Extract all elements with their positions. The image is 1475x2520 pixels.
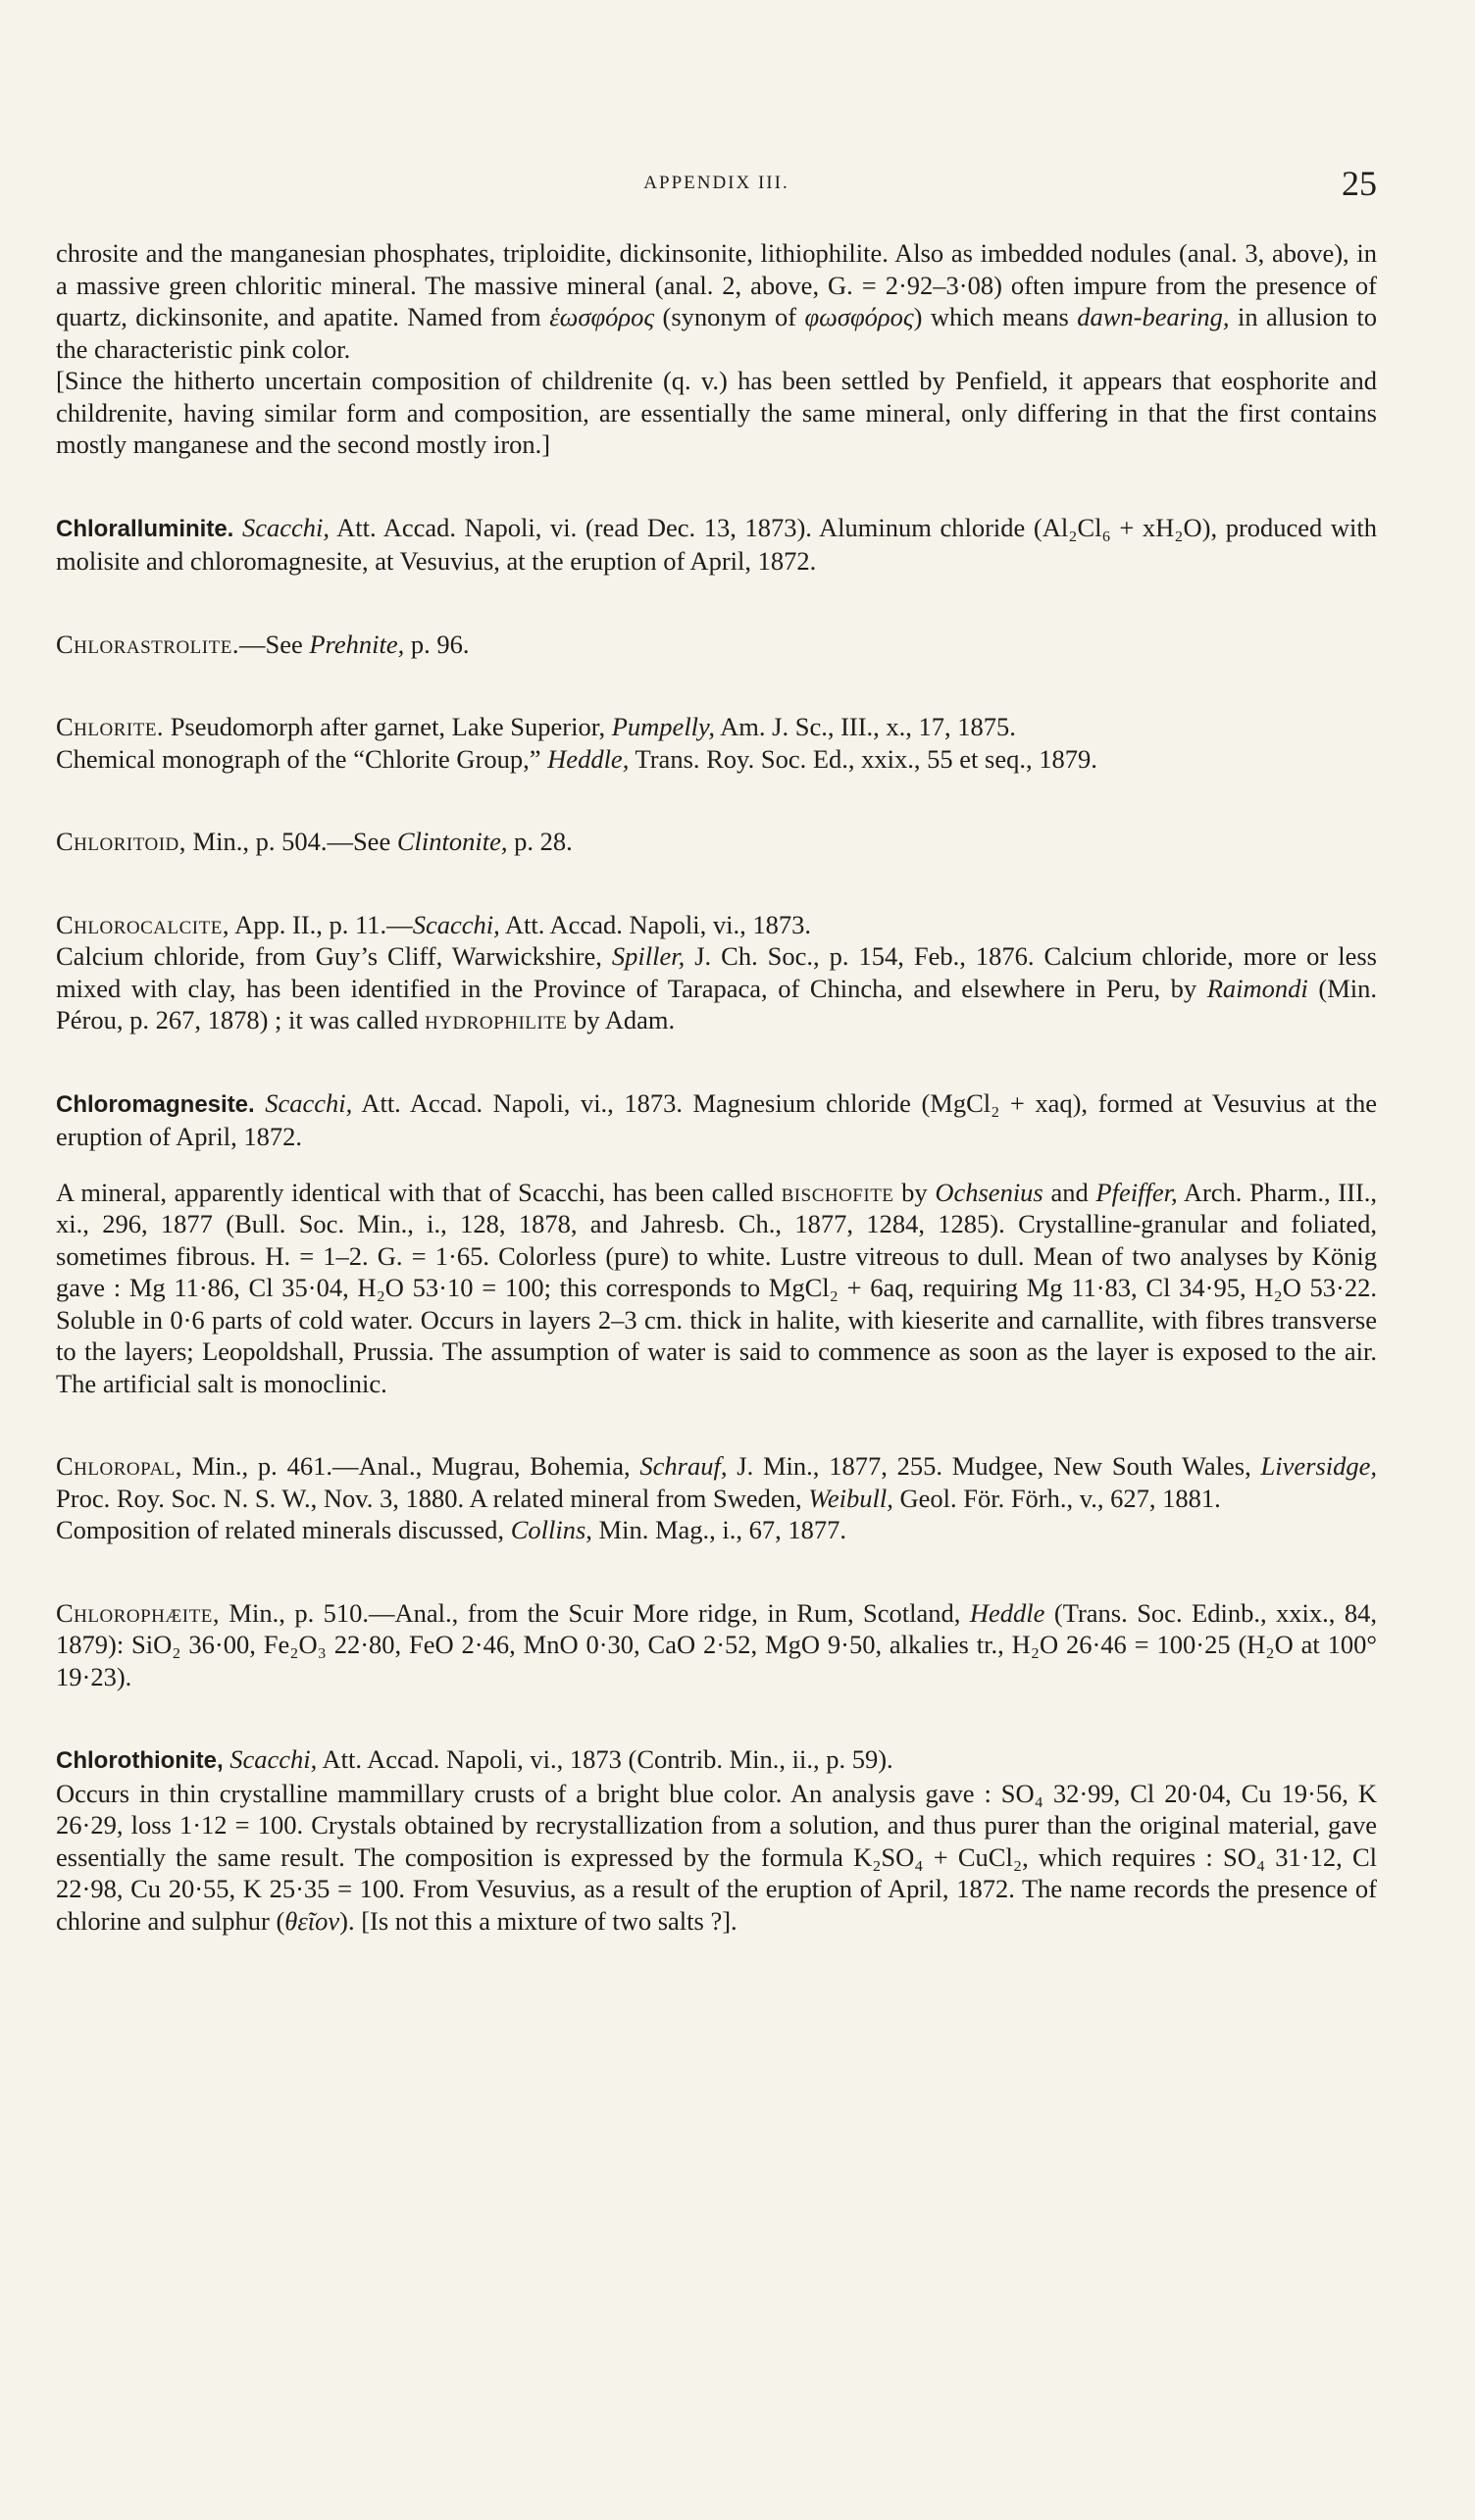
text-segment: in allusion to the characteristic pink color. [56, 302, 1378, 364]
paragraph-chlorothionite2 [56, 1778, 1377, 1938]
entry-chloritoid [56, 826, 1377, 858]
text-segment: Chlorastrolite. [56, 629, 239, 659]
text-segment: hydrophilite [425, 1005, 568, 1034]
text-segment: Min., p. 504.—See [185, 827, 397, 856]
entry-chloromagnesite [56, 1087, 1377, 1153]
text-segment: Collins, [510, 1515, 592, 1544]
body-text [56, 237, 1377, 1937]
text-segment: Pumpelly, [611, 712, 715, 741]
text-segment: J. Ch. Soc., p. 154, Feb., 1876. Calcium chloride, more or less mixed with clay, has been identified in the Province of Tarapaca, of Chincha, and elsewhere in Peru, by [56, 941, 1377, 1003]
text-segment: Spiller, [611, 941, 686, 971]
text-segment: Chloritoid, [56, 827, 186, 856]
text-segment: Liversidge, [1260, 1451, 1378, 1481]
text-segment: Pseudomorph after garnet, Lake Superior, [164, 712, 612, 741]
text-segment: Proc. Roy. Soc. N. S. W., Nov. 3, 1880. A related mineral from Sweden, [56, 1483, 809, 1513]
text-segment: Chlorothionite, [56, 1747, 224, 1774]
text-segment: ). [Is not this a mixture of two salts ?]. [339, 1905, 738, 1936]
paragraph-p2 [56, 365, 1377, 461]
text-segment: Calcium chloride, from Guy’s Cliff, Warwickshire, [56, 941, 612, 971]
text-segment: A mineral, apparently identical with that of Scacchi, has been called [56, 1177, 782, 1207]
text-segment: Prehnite, [309, 629, 405, 659]
text-segment: Chloromagnesite. [56, 1090, 255, 1118]
text-segment: Chlorite. [56, 712, 165, 741]
text-segment: p. 96. [404, 629, 470, 659]
text-segment: Att. Accad. Napoli, vi., 1873. Magnesium chloride (MgCl₂ + xaq), formed at Vesuvius at the eruption of April, 1872. [56, 1087, 1378, 1151]
text-segment: ) which means [913, 302, 1078, 331]
text-segment: p. 28. [507, 827, 573, 856]
text-segment: Pfeiffer, [1095, 1177, 1178, 1207]
text-segment [255, 1088, 266, 1118]
text-segment: Att. Accad. Napoli, vi. (read Dec. 13, 1873). Aluminum chloride (Al₂Cl₆ + xH₂O), produced with molisite and chloromagnesite, at Vesuvius, at the eruption of April, 1872. [56, 512, 1378, 576]
text-segment: θεῖον [284, 1905, 340, 1936]
text-segment: ἑωσφόρος [549, 302, 655, 331]
paragraph-p1 [56, 237, 1377, 365]
text-segment: Chloropal, [56, 1451, 182, 1481]
entry-chloralluminite [56, 512, 1377, 578]
text-segment: by [893, 1177, 936, 1207]
text-segment: Am. J. Sc., III., x., 17, 1875. [714, 712, 1016, 741]
text-segment: (Min. Pérou, p. 267, 1878) ; it was called [56, 973, 1378, 1034]
text-segment: Scacchi, [265, 1087, 353, 1118]
text-segment: Chlorocalcite, [56, 909, 229, 939]
text-segment: Raimondi [1206, 973, 1308, 1003]
text-segment: App. II., p. 11.— [229, 909, 413, 939]
paragraph-chlorite2 [56, 743, 1377, 776]
text-segment: Clintonite, [396, 827, 508, 856]
text-segment: dawn-bearing, [1077, 302, 1230, 331]
entry-chlorite [56, 711, 1377, 743]
text-segment: and [1043, 1177, 1096, 1207]
text-segment: Scacchi, [241, 512, 330, 542]
running-title: APPENDIX III. [643, 173, 789, 193]
text-segment: (Trans. Soc. Edinb., xxix., 84, 1879): SiO₂ 36·00, Fe₂O₃ 22·80, FeO 2·46, MnO 0·30, CaO 2·52, MgO 9·50, alkalies tr., H₂O 26·46 = 100·25 (H₂O at 100° 19·23). [56, 1597, 1377, 1691]
entry-chlorastrolite [56, 629, 1377, 661]
text-segment: Scacchi, [229, 1744, 318, 1774]
text-segment: —See [238, 629, 310, 659]
text-segment: Composition of related minerals discussed, [56, 1515, 511, 1544]
paragraph-chloropal2 [56, 1514, 1377, 1546]
text-segment: chrosite and the manganesian phosphates, triploidite, dickinsonite, lithiophilite. Also as imbedded nodules (anal. 3, above), in a massive green chloritic mineral. The massive mineral (anal. 2, above, G. = 2·92–3·08) often impure from the presence of quartz, dickinsonite, and apatite. Named from [56, 238, 1377, 331]
entry-chloropal [56, 1450, 1377, 1514]
paragraph-chloromagnesite2 [56, 1177, 1377, 1400]
text-segment: Chlorophæite, [56, 1597, 220, 1628]
text-segment: [Since the hitherto uncertain composition of childrenite (q. v.) has been settled by Penfield, it appears that eosphorite and childrenite, having similar form and composition, are essentially the same mineral, only differing in that the first contains mostly manganese and the second mostly iron.] [56, 366, 1377, 459]
entry-chlorothionite [56, 1743, 1377, 1778]
entry-chlorocalcite [56, 909, 1377, 941]
text-segment: Min. Mag., i., 67, 1877. [591, 1515, 847, 1544]
text-segment: Weibull, [808, 1483, 893, 1513]
text-segment [233, 513, 242, 542]
text-segment: Occurs in thin crystalline mammillary crusts of a bright blue color. An analysis gave : SO₄ 32·99, Cl 20·04, Cu 19·56, K 26·29, loss 1·12 = 100. Crystals obtained by recrystallization from a solution, and thus purer than the original material, gave essentially the same result. The composition is expressed by the formula K₂SO₄ + CuCl₂, which requires : SO₄ 31·12, Cl 22·98, Cu 20·55, K 25·35 = 100. From Vesuvius, as a result of the eruption of April, 1872. The name records the presence of chlorine and sulphur ( [56, 1778, 1377, 1936]
text-segment: Geol. För. Förh., v., 627, 1881. [892, 1483, 1221, 1513]
paragraph-chlorocalcite2 [56, 940, 1377, 1036]
text-segment: Min., p. 461.—Anal., Mugrau, Bohemia, [181, 1451, 640, 1481]
text-segment: Min., p. 510.—Anal., from the Scuir More ridge, in Rum, Scotland, [219, 1597, 970, 1628]
page-number: 25 [1342, 164, 1377, 203]
text-segment: by Adam. [567, 1005, 676, 1034]
text-segment: Att. Accad. Napoli, vi., 1873. [499, 909, 811, 939]
text-segment: Att. Accad. Napoli, vi., 1873 (Contrib. Min., ii., p. 59). [317, 1744, 893, 1774]
text-segment: bischofite [781, 1177, 894, 1207]
text-segment: J. Min., 1877, 255. Mudgee, New South Wales, [727, 1451, 1261, 1481]
entry-chlorophaeite [56, 1597, 1377, 1693]
text-segment: Chemical monograph of the “Chlorite Group,” [56, 743, 548, 774]
text-segment: φωσφόρος [804, 302, 914, 331]
text-segment: Arch. Pharm., III., xi., 296, 1877 (Bull. Soc. Min., i., 128, 1878, and Jahresb. Ch., 1877, 1284, 1285). Crystalline-granular and foliated, sometimes fibrous. H. = 1–2. G. = 1·65. Colorless (pure) to white. Lustre vitreous to dull. Mean of two analyses by König gave : Mg 11·86, Cl 35·04, H₂O 53·10 = 100; this corresponds to MgCl₂ + 6aq, requiring Mg 11·83, Cl 34·95, H₂O 53·22. Soluble in 0·6 parts of cold water. Occurs in layers 2–3 cm. thick in halite, with kieserite and carnallite, with fibres transverse to the layers; Leopoldshall, Prussia. The assumption of water is said to commence as soon as the layer is exposed to the air. The artificial salt is monoclinic. [56, 1177, 1378, 1398]
text-segment: Chloralluminite. [56, 515, 234, 542]
text-segment: Ochsenius [935, 1177, 1043, 1207]
text-segment: (synonym of [654, 302, 805, 331]
text-segment: Schrauf, [639, 1451, 728, 1481]
text-segment: Heddle, [547, 743, 630, 774]
running-head [56, 0, 1377, 203]
text-segment: Scacchi, [412, 909, 500, 939]
text-segment: Trans. Roy. Soc. Ed., xxix., 55 et seq., 1879. [629, 743, 1097, 774]
text-segment: Heddle [969, 1597, 1045, 1628]
